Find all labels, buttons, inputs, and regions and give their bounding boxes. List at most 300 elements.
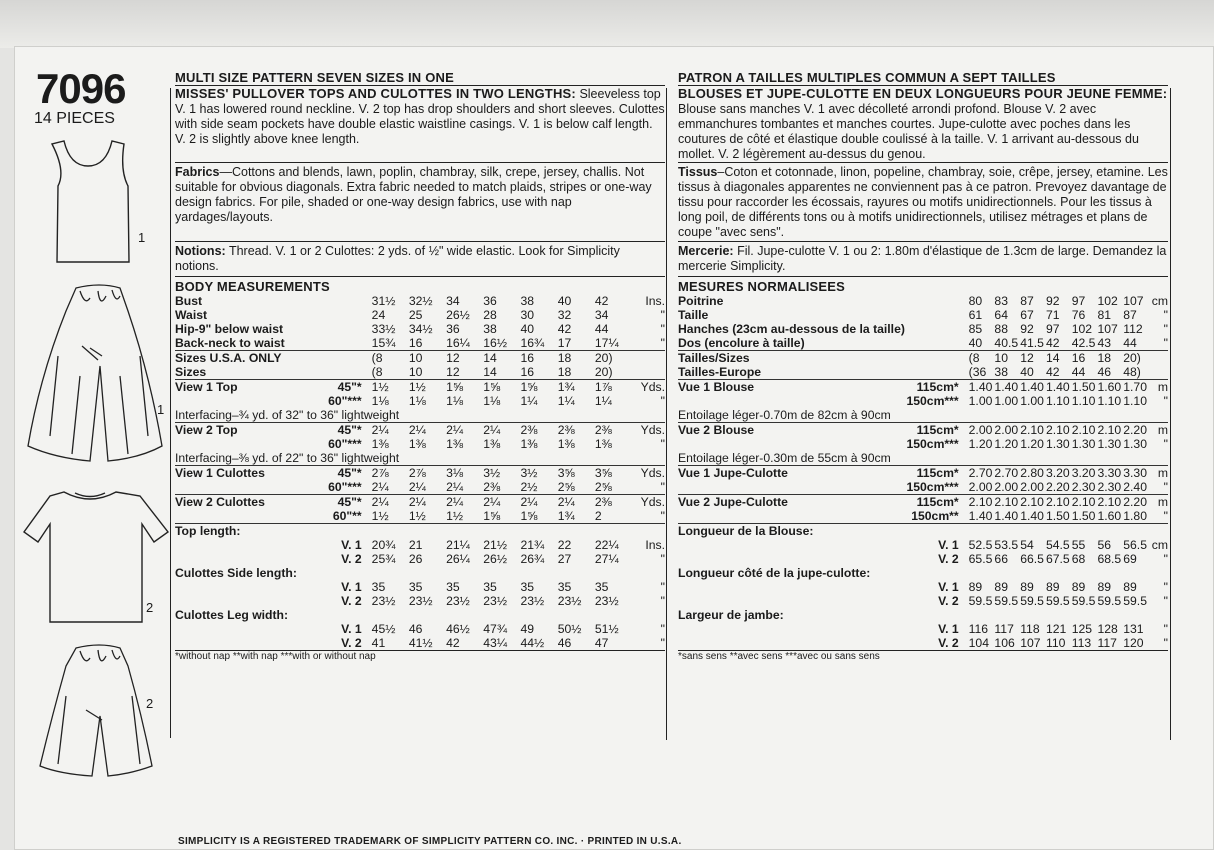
table-row	[175, 636, 665, 650]
unit-cell: Ins.	[645, 538, 665, 552]
table-cell: 116	[968, 622, 989, 636]
table-cell: 2⅞	[372, 466, 409, 481]
table-cell: 18	[557, 365, 572, 379]
table-cell: 35	[520, 580, 535, 594]
table-cell: 64	[994, 308, 1008, 322]
table-cell: 2.10	[1046, 423, 1072, 438]
table-cell: 1⅜	[594, 437, 612, 451]
table-cell: 107	[1020, 636, 1041, 650]
table-cell: 120	[1123, 636, 1144, 650]
table-cell: 1.30	[1097, 437, 1122, 451]
table-cell: 80	[968, 294, 983, 308]
unit-cell: "	[1163, 437, 1168, 451]
trademark-footer: SIMPLICITY IS A REGISTERED TRADEMARK OF SIMPLICITY PATTERN CO. INC. · PRINTED IN U.S.A.	[178, 836, 682, 847]
table-cell: 3½	[520, 466, 557, 481]
table-cell: 2¼	[446, 480, 464, 494]
table-cell: 83	[994, 294, 1008, 308]
table-cell: 31½	[371, 294, 396, 308]
table-cell: 2.10	[1072, 495, 1098, 510]
table-row	[678, 622, 1168, 636]
row-sublabel	[295, 365, 372, 380]
unit-cell: m	[1149, 466, 1168, 481]
table-cell: 34½	[408, 322, 433, 336]
table-cell: 2.10	[1020, 495, 1046, 510]
table-cell: 16	[408, 336, 423, 350]
illustration-label: 2	[146, 696, 154, 711]
table-cell: 24	[371, 308, 386, 322]
table-cell: 1⅞	[595, 380, 632, 395]
table-cell: 38	[483, 322, 497, 336]
table-cell: 71	[1045, 308, 1060, 322]
table-cell: 92	[1020, 322, 1034, 336]
row-sublabel	[295, 294, 372, 308]
row-label	[678, 552, 905, 566]
unit-cell: "	[660, 622, 665, 636]
row-label: Waist	[175, 308, 208, 322]
row-sublabel: V. 2	[341, 594, 362, 608]
table-cell: 1⅜	[446, 437, 464, 451]
table-cell: 106	[994, 636, 1015, 650]
table-cell: 15¾	[371, 336, 396, 350]
row-sublabel: 150cm***	[906, 394, 959, 408]
unit-cell: cm	[1151, 538, 1168, 552]
table-cell: 1.30	[1071, 437, 1096, 451]
table-cell: 47	[594, 636, 609, 650]
table-row	[678, 608, 1168, 622]
notions-text: Fil. Jupe-culotte V. 1 ou 2: 1.80m d'élastique de 1.3cm de large. Demandez la mercerie Simplicity.	[678, 244, 1167, 273]
row-label	[175, 437, 295, 451]
row-label	[175, 580, 295, 594]
table-cell: 16	[520, 365, 535, 379]
table-cell: 59.5	[1045, 594, 1070, 608]
table-cell: 2¼	[483, 495, 520, 510]
table-row	[678, 495, 1168, 510]
table-row	[678, 423, 1168, 438]
table-cell: 59.5	[1097, 594, 1122, 608]
table-cell: 44	[594, 322, 609, 336]
row-label: Hip-9" below waist	[175, 322, 284, 336]
table-cell: 40	[1020, 365, 1034, 379]
row-sublabel: 60"**	[332, 509, 362, 523]
unit-cell: cm	[1151, 294, 1168, 308]
table-cell: 59.5	[1071, 594, 1096, 608]
table-cell: 16¾	[520, 336, 545, 350]
unit-cell: Yds.	[632, 423, 665, 438]
table-cell: 112	[1123, 322, 1143, 336]
table-cell: 16	[520, 351, 557, 366]
row-label: Longueur de la Blouse:	[678, 524, 1168, 539]
table-cell: 1⅛	[408, 394, 426, 408]
row-sublabel: V. 1	[341, 580, 362, 594]
table-cell: 22¼	[594, 538, 619, 552]
table-cell: 54.5	[1045, 538, 1070, 552]
table-cell: 2.30	[1071, 480, 1096, 494]
row-label: Sizes	[175, 365, 207, 379]
table-cell: 35	[483, 580, 497, 594]
table-row	[175, 566, 665, 580]
row-sublabel	[295, 351, 372, 366]
unit-cell: "	[660, 394, 665, 408]
table-cell: 2¼	[446, 495, 483, 510]
table-cell: 42.5	[1071, 336, 1096, 350]
table-cell: 20¾	[371, 538, 396, 552]
table-cell: 1.80	[1123, 509, 1147, 523]
row-label: Culottes Side length:	[175, 566, 297, 580]
row-label	[175, 636, 295, 650]
table-cell: 1¼	[557, 394, 575, 408]
long-culottes-illustration	[28, 285, 165, 461]
unit-cell: "	[660, 552, 665, 566]
table-cell: 30	[520, 308, 535, 322]
table-cell: 1.40	[994, 509, 1019, 523]
table-cell: 87	[1123, 308, 1137, 322]
table-cell: 2.10	[1097, 495, 1123, 510]
table-cell: 42	[1045, 365, 1060, 379]
table-cell: 89	[1097, 580, 1112, 594]
table-cell: 21	[408, 538, 423, 552]
unit-cell: "	[660, 594, 665, 608]
table-row	[175, 580, 665, 594]
unit-cell: "	[1163, 336, 1168, 350]
table-cell: 85	[968, 322, 983, 336]
table-cell: 121	[1045, 622, 1067, 636]
table-cell: 1.00	[968, 394, 993, 408]
table-cell: 21¼	[446, 538, 470, 552]
table-cell: 25¾	[371, 552, 396, 566]
table-cell: (8	[371, 365, 383, 379]
envelope-top-edge	[0, 0, 1214, 48]
row-label	[678, 480, 905, 495]
table-cell: 1⅜	[483, 437, 501, 451]
table-cell: 17¼	[594, 336, 619, 350]
table-cell: 1.10	[1097, 394, 1122, 408]
unit-cell: "	[1163, 636, 1168, 650]
fabrics-label: Tissus	[678, 165, 718, 179]
table-cell: 65.5	[968, 552, 993, 566]
table-cell: 2.00	[994, 423, 1020, 438]
nap-footnote: *without nap **with nap ***with or without nap	[175, 651, 376, 662]
nap-footnote: *sans sens **avec sens ***avec ou sans sens	[678, 651, 880, 662]
unit-cell	[1149, 351, 1168, 366]
table-cell: 88	[994, 322, 1008, 336]
description-text: Blouse sans manches V. 1 avec décolleté arrondi profond. Blouse V. 2 avec emmanchures tombantes et manches courtes. Jupe-culotte avec poches dans les coutures de côté et élastique double coulissé à la taille. V. 1 arrivant au-dessous du mollet. V. 2 légèrement au-dessus du genou.	[678, 102, 1139, 161]
unit-cell: Yds.	[632, 495, 665, 510]
table-row	[175, 608, 665, 622]
table-row	[175, 423, 665, 438]
table-cell: 2.20	[1045, 480, 1070, 494]
table-cell: 1.20	[968, 437, 993, 451]
table-row	[678, 380, 1168, 395]
table-cell: 2⅝	[557, 480, 575, 494]
table-cell: 2⅞	[409, 466, 446, 481]
table-cell: 1⅝	[520, 380, 557, 395]
row-sublabel: 150cm***	[906, 437, 959, 451]
table-row	[175, 394, 665, 408]
table-cell: 125	[1071, 622, 1093, 636]
row-sublabel	[905, 294, 969, 308]
row-label	[175, 622, 295, 636]
short-culottes-illustration	[40, 645, 152, 776]
table-cell: 23½	[483, 594, 508, 608]
table-cell: 1.70	[1123, 380, 1149, 395]
table-cell: 12	[1020, 351, 1046, 366]
table-cell: 1¾	[557, 509, 575, 523]
unit-cell: "	[660, 580, 665, 594]
table-cell: 44	[1123, 336, 1137, 350]
illustration-label: 1	[157, 402, 165, 417]
table-cell: 22	[557, 538, 572, 552]
table-cell: 17	[557, 336, 572, 350]
table-cell: 25	[408, 308, 423, 322]
row-sublabel	[295, 322, 372, 336]
unit-cell: "	[660, 509, 665, 523]
table-cell: 1⅛	[371, 394, 389, 408]
fabrics-label: Fabrics	[175, 165, 220, 179]
row-sublabel	[905, 308, 969, 322]
table-cell: 1.40	[994, 380, 1020, 395]
unit-cell: "	[660, 636, 665, 650]
unit-cell	[632, 351, 665, 366]
table-cell: 117	[1097, 636, 1117, 650]
table-cell: 61	[968, 308, 983, 322]
table-cell: 1½	[372, 380, 409, 395]
table-cell: 1⅜	[371, 437, 389, 451]
description-title: MISSES' PULLOVER TOPS AND CULOTTES IN TWO LENGTHS:	[175, 86, 576, 101]
row-label: Longueur côté de la jupe-culotte:	[678, 566, 871, 580]
unit-cell: "	[1163, 552, 1168, 566]
table-cell: 2⅜	[595, 495, 632, 510]
table-cell: 2.00	[969, 423, 995, 438]
measurement-table	[175, 294, 665, 650]
body-measurements-heading: MESURES NORMALISEES	[678, 279, 846, 294]
row-label	[678, 394, 905, 408]
body-measurements-heading: BODY MEASUREMENTS	[175, 279, 330, 294]
row-sublabel	[295, 308, 372, 322]
table-row	[175, 622, 665, 636]
row-label: Hanches (23cm au-dessous de la taille)	[678, 322, 905, 336]
table-cell: 1⅝	[483, 509, 501, 523]
row-label	[678, 437, 905, 451]
row-label	[175, 394, 295, 408]
unit-cell: "	[1163, 580, 1168, 594]
table-cell: 46	[557, 636, 572, 650]
row-label	[678, 509, 905, 524]
unit-cell	[1149, 365, 1168, 380]
description-text: Sleeveless top V. 1 has lowered round neckline. V. 2 top has drop shoulders and short sleeves. Culottes with side seam pockets have double elastic waistline casings. V. 1 is below calf length. V. 2 is slightly above knee length.	[175, 87, 665, 146]
row-label: View 1 Top	[175, 380, 295, 395]
row-sublabel: V. 1	[341, 622, 362, 636]
unit-cell: "	[1163, 308, 1168, 322]
table-row	[175, 552, 665, 566]
table-cell: 45½	[371, 622, 396, 636]
table-cell: 32½	[408, 294, 433, 308]
table-cell: 66.5	[1020, 552, 1044, 566]
table-cell: 2.20	[1123, 423, 1149, 438]
table-cell: 113	[1071, 636, 1092, 650]
row-sublabel: 45"*	[295, 423, 372, 438]
table-cell: 2⅜	[558, 423, 595, 438]
row-label: Tailles-Europe	[678, 365, 762, 379]
table-cell: (8	[969, 351, 995, 366]
table-cell: 89	[1071, 580, 1086, 594]
row-label: Dos (encolure à taille)	[678, 336, 805, 350]
row-sublabel: V. 2	[938, 636, 959, 650]
table-cell: 1.50	[1071, 509, 1096, 523]
table-cell: 43¼	[483, 636, 508, 650]
table-cell: 2¼	[372, 495, 409, 510]
table-row	[678, 538, 1168, 552]
table-cell: 2.10	[1046, 495, 1072, 510]
table-cell: 46	[408, 622, 423, 636]
column-divider	[1170, 88, 1171, 740]
table-row	[678, 594, 1168, 608]
table-cell: 2⅜	[483, 480, 501, 494]
table-cell: 81	[1097, 308, 1112, 322]
unit-cell: "	[660, 437, 665, 451]
table-cell: 41½	[408, 636, 433, 650]
table-cell: 42	[594, 294, 609, 308]
table-cell: 118	[1020, 622, 1040, 636]
table-cell: (36	[968, 365, 987, 379]
table-cell: 2¼	[408, 480, 426, 494]
table-cell: 2¼	[371, 480, 389, 494]
table-cell: 10	[409, 351, 446, 366]
sleeveless-top-illustration	[52, 141, 129, 262]
row-label: Back-neck to waist	[175, 336, 285, 350]
table-row	[678, 566, 1168, 580]
table-row	[175, 294, 665, 308]
description-title: BLOUSES ET JUPE-CULOTTE EN DEUX LONGUEURS POUR JEUNE FEMME:	[678, 86, 1168, 101]
table-cell: 44½	[520, 636, 545, 650]
table-cell: 1⅜	[557, 437, 575, 451]
unit-cell: "	[660, 308, 665, 322]
table-cell: 10	[408, 365, 423, 379]
table-cell: 1.00	[1020, 394, 1044, 408]
table-cell: 2.10	[1097, 423, 1123, 438]
description	[175, 86, 665, 162]
row-label	[175, 538, 295, 552]
table-row	[175, 365, 665, 380]
table-cell: 1.60	[1097, 509, 1122, 523]
table-row	[678, 466, 1168, 481]
table-cell: 2.70	[994, 466, 1020, 481]
unit-cell: "	[1163, 594, 1168, 608]
table-row	[175, 351, 665, 366]
table-cell: 59.5	[968, 594, 993, 608]
table-cell: 97	[1071, 294, 1086, 308]
table-cell: 2.00	[994, 480, 1019, 494]
row-sublabel: 150cm**	[911, 509, 959, 523]
table-cell: 2⅜	[595, 423, 632, 438]
table-cell: 1⅜	[520, 437, 538, 451]
table-cell: 1½	[409, 380, 446, 395]
fabrics-section	[678, 165, 1168, 241]
table-cell: 14	[1046, 351, 1072, 366]
pattern-number: 7096	[36, 65, 126, 112]
table-cell: 23½	[408, 594, 433, 608]
table-row	[175, 336, 665, 351]
table-cell: 59.5	[1123, 594, 1147, 608]
table-cell: 89	[968, 580, 983, 594]
table-cell: 1⅜	[408, 437, 426, 451]
english-column	[175, 70, 665, 662]
table-cell: 1.10	[1071, 394, 1096, 408]
row-label: Interfacing–⅜ yd. of 22" to 36" lightweight	[175, 451, 400, 465]
table-cell: 59.5	[1020, 594, 1044, 608]
table-cell: 131	[1123, 622, 1144, 636]
table-row	[678, 552, 1168, 566]
table-cell: 35	[371, 580, 386, 594]
table-cell: 20)	[594, 365, 613, 379]
table-cell: 68	[1071, 552, 1086, 566]
unit-cell: "	[1163, 509, 1168, 523]
unit-cell: "	[1163, 622, 1168, 636]
table-cell: 76	[1071, 308, 1086, 322]
unit-cell: Yds.	[632, 380, 665, 395]
table-row	[678, 480, 1168, 495]
table-cell: 1.30	[1123, 437, 1147, 451]
row-sublabel: 115cm*	[905, 466, 969, 481]
unit-cell: "	[660, 336, 665, 350]
row-sublabel: V. 1	[341, 538, 362, 552]
table-cell: 1½	[408, 509, 426, 523]
table-cell: 89	[1045, 580, 1060, 594]
table-cell: 2.00	[1020, 480, 1044, 494]
table-cell: 23½	[594, 594, 619, 608]
table-cell: 40	[557, 294, 572, 308]
row-sublabel: 150cm***	[906, 480, 959, 494]
unit-cell: m	[1149, 380, 1168, 395]
row-sublabel: 60"***	[328, 480, 362, 494]
row-label: Poitrine	[678, 294, 724, 308]
row-label	[175, 509, 295, 524]
table-row	[175, 524, 665, 539]
row-sublabel: 115cm*	[905, 380, 969, 395]
row-sublabel: V. 2	[341, 636, 362, 650]
table-cell: 102	[1097, 294, 1118, 308]
table-cell: 26¼	[446, 552, 470, 566]
table-cell: 87	[1020, 294, 1034, 308]
table-cell: 2.10	[1020, 423, 1046, 438]
table-cell: 2¼	[372, 423, 409, 438]
multi-size-header: MULTI SIZE PATTERN SEVEN SIZES IN ONE	[175, 70, 454, 85]
table-cell: 56.5	[1123, 538, 1147, 552]
table-cell: 1.50	[1045, 509, 1070, 523]
table-cell: 92	[1045, 294, 1060, 308]
illustration-label: 2	[146, 600, 154, 615]
notions-text: Thread. V. 1 or 2 Culottes: 2 yds. of ½" wide elastic. Look for Simplicity notions.	[175, 244, 620, 273]
table-cell: 1.20	[1020, 437, 1044, 451]
table-cell: 26½	[446, 308, 470, 322]
row-sublabel: 45"*	[295, 380, 372, 395]
table-cell: 1.10	[1123, 394, 1147, 408]
table-cell: 89	[1123, 580, 1137, 594]
table-cell: 41	[371, 636, 386, 650]
table-cell: 26½	[483, 552, 508, 566]
table-cell: 34	[594, 308, 609, 322]
table-cell: 2¼	[446, 423, 483, 438]
table-cell: 48)	[1123, 365, 1141, 379]
table-cell: 55	[1071, 538, 1086, 552]
row-sublabel: V. 1	[938, 580, 959, 594]
row-sublabel: V. 2	[938, 552, 959, 566]
table-row	[175, 437, 665, 451]
table-row	[678, 336, 1168, 351]
row-label: Sizes U.S.A. ONLY	[175, 351, 295, 366]
table-cell: 23½	[520, 594, 545, 608]
row-label	[678, 636, 905, 650]
row-label: Vue 1 Blouse	[678, 380, 905, 395]
